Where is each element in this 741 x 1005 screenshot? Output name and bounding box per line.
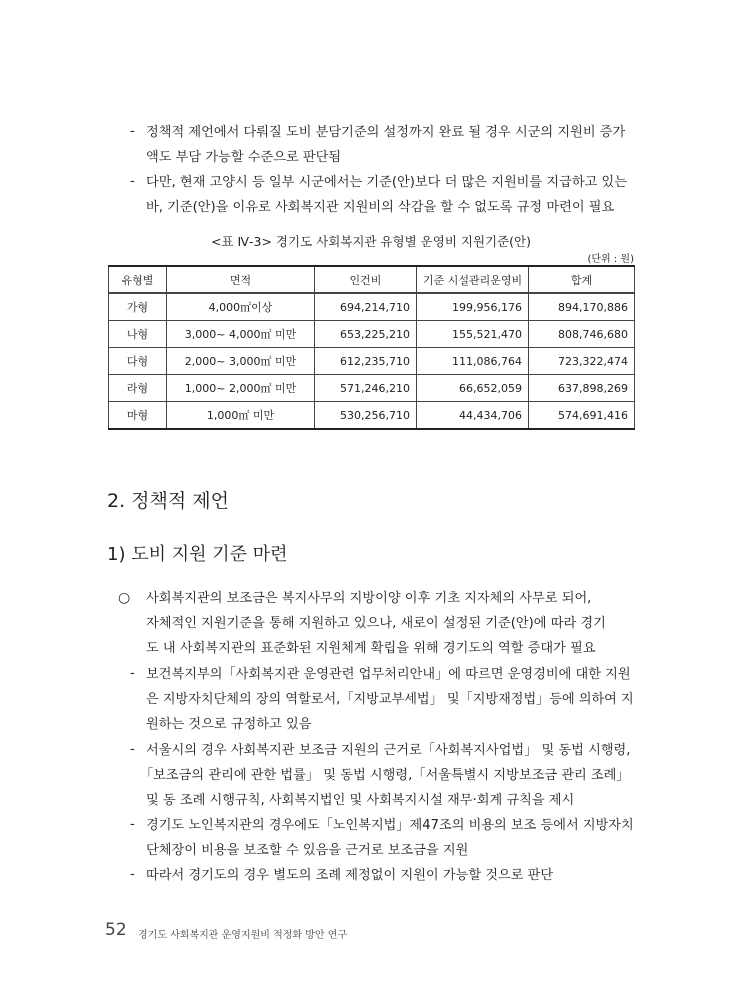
table-cell: 4,000㎡이상 [167,293,315,321]
table-header-cell: 기준 시설관리운영비 [417,266,529,293]
table-row [109,375,635,402]
table-cell: 574,691,416 [529,402,635,430]
paragraph-line: 원하는 것으로 규정하고 있음 [146,717,312,732]
subsection-heading: 1) 도비 지원 기준 마련 [107,544,288,565]
table-cell: 808,746,680 [529,321,635,348]
paragraph-line: 정책적 제언에서 다뤄질 도비 분담기준의 설정까지 완료 될 경우 시군의 지원비 증가 [146,125,626,140]
footer-title: 경기도 사회복지관 운영지원비 적정화 방안 연구 [138,930,348,941]
table-cell: 나형 [109,321,167,348]
bullet-marker: - [130,817,135,832]
section-heading: 2. 정책적 제언 [107,490,229,512]
bullet-marker: - [130,867,135,882]
paragraph-line: 액도 부담 가능할 수준으로 판단됨 [146,150,342,165]
table-header-cell: 유형별 [109,266,167,293]
page-number: 52 [105,920,127,940]
table-cell: 723,322,474 [529,348,635,375]
table-cell: 111,086,764 [417,348,529,375]
paragraph-line: 은 지방자치단체의 장의 역할로서,「지방교부세법」 및「지방재정법」등에 의하여 지 [146,692,634,707]
table-row [109,293,635,321]
table-cell: 1,000㎡ 미만 [167,402,315,430]
table-row [109,321,635,348]
operating-cost-table [108,265,635,430]
table-cell: 653,225,210 [315,321,417,348]
table-cell: 637,898,269 [529,375,635,402]
table-row [109,348,635,375]
bullet-marker: - [130,742,135,757]
table-cell: 라형 [109,375,167,402]
table-cell: 1,000~ 2,000㎡ 미만 [167,375,315,402]
table-header-cell: 합계 [529,266,635,293]
table-cell: 199,956,176 [417,293,529,321]
paragraph-line: 도 내 사회복지관의 표준화된 지원체계 확립을 위해 경기도의 역할 증대가 필요 [146,641,596,656]
table-header-cell: 면적 [167,266,315,293]
table-cell: 530,256,710 [315,402,417,430]
bullet-marker: - [130,666,135,681]
paragraph-line: 자체적인 지원기준을 통해 지원하고 있으나, 새로이 설정된 기준(안)에 따라 경기 [146,616,606,631]
table-cell: 44,434,706 [417,402,529,430]
bullet-marker: - [130,174,135,189]
table-row [109,402,635,430]
paragraph-line: 보건복지부의「사회복지관 운영관련 업무처리안내」에 따르면 운영경비에 대한 지원 [146,667,631,682]
table-cell: 571,246,210 [315,375,417,402]
paragraph-line: 「보조금의 관리에 관한 법률」 및 동법 시행령,「서울특별시 지방보조금 관리 조례」 [140,768,630,783]
table-cell: 894,170,886 [529,293,635,321]
paragraph-line: 사회복지관의 보조금은 복지사무의 지방이양 이후 기초 지자체의 사무로 되어, [146,591,592,606]
circle-bullet-icon: ○ [118,590,131,606]
paragraph-line: 바, 기준(안)을 이유로 사회복지관 지원비의 삭감을 할 수 없도록 규정 마련이 필요 [146,200,615,215]
table-header-cell: 인건비 [315,266,417,293]
table-cell: 마형 [109,402,167,430]
table-cell: 66,652,059 [417,375,529,402]
table-caption: <표 Ⅳ-3> 경기도 사회복지관 유형별 운영비 지원기준(안) [210,234,532,249]
table-cell: 3,000~ 4,000㎡ 미만 [167,321,315,348]
paragraph-line: 단체장이 비용을 보조할 수 있음을 근거로 보조금을 지원 [146,843,469,858]
paragraph-line: 서울시의 경우 사회복지관 보조금 지원의 근거로「사회복지사업법」 및 동법 시행령, [146,743,631,758]
paragraph-line: 및 동 조례 시행규칙, 사회복지법인 및 사회복지시설 재무·회계 규칙을 제시 [146,793,575,808]
table-cell: 가형 [109,293,167,321]
table-cell: 694,214,710 [315,293,417,321]
table-header-row [109,266,635,293]
paragraph-line: 따라서 경기도의 경우 별도의 조례 제정없이 지원이 가능할 것으로 판단 [146,868,554,883]
paragraph-line: 다만, 현재 고양시 등 일부 시군에서는 기준(안)보다 더 많은 지원비를 지급하고 있는 [146,175,627,190]
table-cell: 612,235,710 [315,348,417,375]
bullet-marker: - [130,124,135,139]
table-cell: 155,521,470 [417,321,529,348]
table-cell: 다형 [109,348,167,375]
table-unit: (단위 : 원) [587,254,634,265]
table-cell: 2,000~ 3,000㎡ 미만 [167,348,315,375]
paragraph-line: 경기도 노인복지관의 경우에도「노인복지법」제47조의 비용의 보조 등에서 지방자치 [146,818,634,833]
